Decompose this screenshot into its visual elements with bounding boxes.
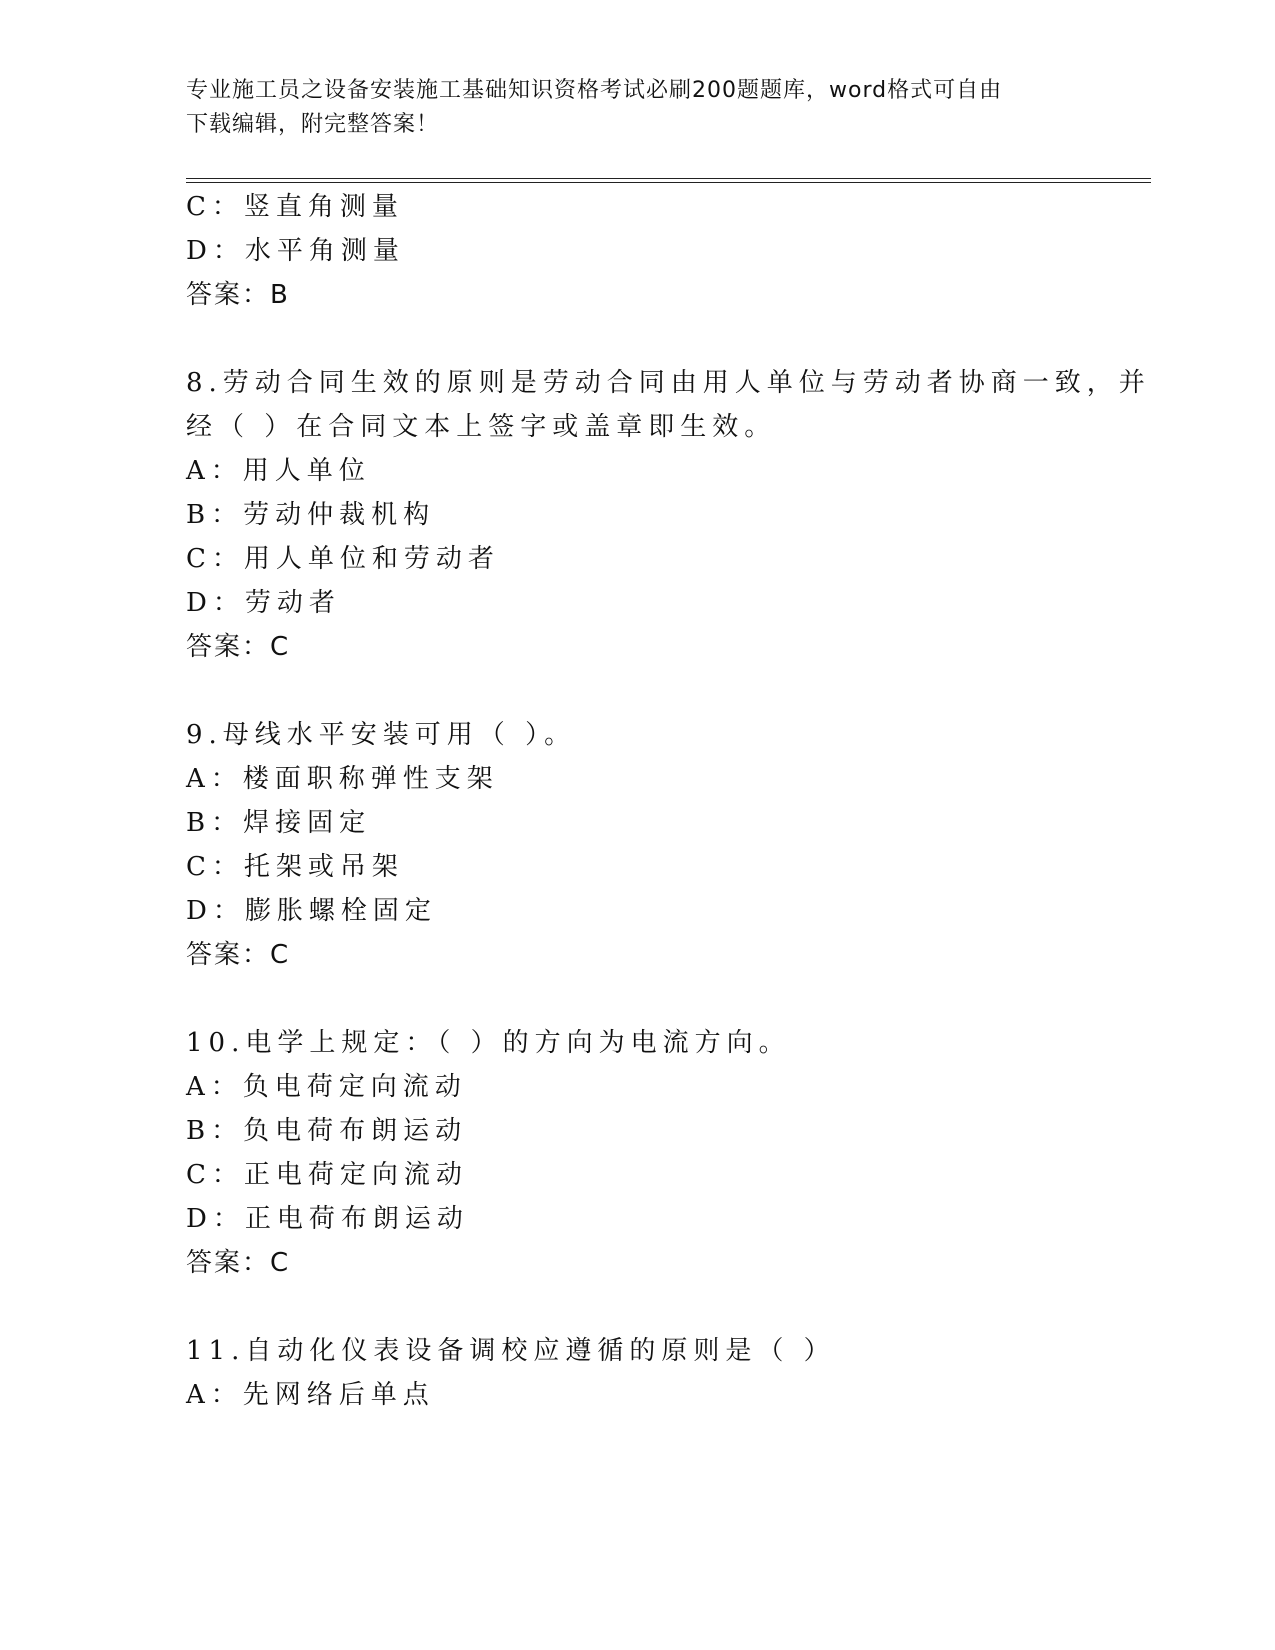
q9-stem: 9.母线水平安装可用（ ）。 bbox=[186, 720, 577, 750]
q10-option-b: B：负电荷布朗运动 bbox=[186, 1116, 468, 1146]
q9-option-d: D：膨胀螺栓固定 bbox=[186, 896, 437, 926]
prev-option-c: C：竖直角测量 bbox=[186, 192, 404, 222]
header-title-line-1: 专业施工员之设备安装施工基础知识资格考试必刷200题题库，word格式可自由 bbox=[186, 78, 1003, 103]
q11-stem: 11.自动化仪表设备调校应遵循的原则是（ ） bbox=[186, 1336, 836, 1366]
q8-stem-line-1: 8.劳动合同生效的原则是劳动合同由用人单位与劳动者协商一致，并 bbox=[186, 368, 1151, 398]
q11-option-a: A：先网络后单点 bbox=[186, 1380, 435, 1410]
q8-stem-line-2: 经（ ）在合同文本上签字或盖章即生效。 bbox=[186, 412, 777, 442]
q8-option-c: C：用人单位和劳动者 bbox=[186, 544, 500, 574]
q10-option-d: D：正电荷布朗运动 bbox=[186, 1204, 469, 1234]
q10-option-c: C：正电荷定向流动 bbox=[186, 1160, 468, 1190]
header-double-rule bbox=[186, 178, 1151, 183]
q8-answer: 答案：C bbox=[186, 632, 291, 662]
q9-option-a: A：楼面职称弹性支架 bbox=[186, 764, 499, 794]
q8-option-a: A：用人单位 bbox=[186, 456, 371, 486]
q8-option-d: D：劳动者 bbox=[186, 588, 341, 618]
q9-option-b: B：焊接固定 bbox=[186, 808, 372, 838]
q10-answer: 答案：C bbox=[186, 1248, 291, 1278]
q8-option-b: B：劳动仲裁机构 bbox=[186, 500, 436, 530]
prev-answer: 答案：B bbox=[186, 280, 290, 310]
q10-option-a: A：负电荷定向流动 bbox=[186, 1072, 467, 1102]
q10-stem: 10.电学上规定：（ ）的方向为电流方向。 bbox=[186, 1028, 791, 1058]
document-header bbox=[186, 74, 1066, 142]
q9-answer: 答案：C bbox=[186, 940, 291, 970]
q9-option-c: C：托架或吊架 bbox=[186, 852, 404, 882]
prev-option-d: D：水平角测量 bbox=[186, 236, 405, 266]
header-title-line-2: 下载编辑，附完整答案！ bbox=[186, 112, 440, 137]
